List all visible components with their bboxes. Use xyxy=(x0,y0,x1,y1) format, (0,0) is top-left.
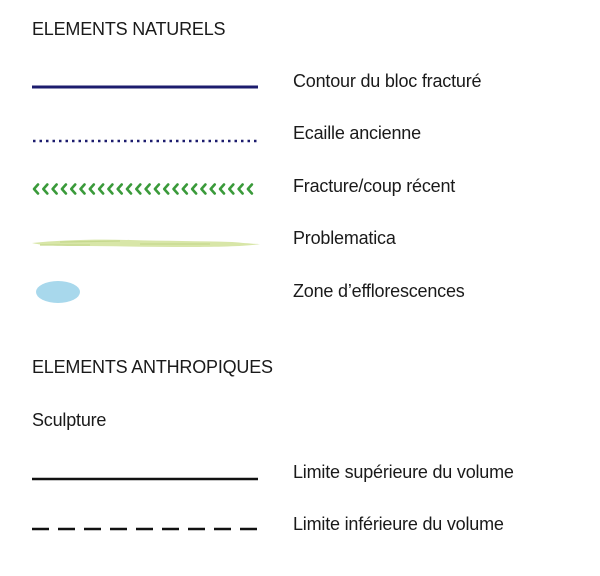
chevron-mark xyxy=(164,185,168,194)
chevron-mark xyxy=(211,185,215,194)
chevron-mark xyxy=(99,185,103,194)
recent-fracture-label: Fracture/coup récent xyxy=(293,176,456,196)
recent-fracture-symbol xyxy=(34,185,252,194)
chevron-mark xyxy=(155,185,159,194)
chevron-mark xyxy=(127,185,131,194)
chevron-mark xyxy=(201,185,205,194)
chevron-mark xyxy=(81,185,85,194)
chevron-mark xyxy=(136,185,140,194)
chevron-mark xyxy=(192,185,196,194)
upper-volume-limit-label: Limite supérieure du volume xyxy=(293,462,514,482)
problematica-label: Problematica xyxy=(293,228,396,248)
chevron-mark xyxy=(71,185,75,194)
chevron-mark xyxy=(118,185,122,194)
chevron-mark xyxy=(220,185,224,194)
chevron-mark xyxy=(239,185,243,194)
efflorescence-zone-label: Zone d’efflorescences xyxy=(293,281,465,301)
chevron-mark xyxy=(183,185,187,194)
chevron-mark xyxy=(43,185,47,194)
chevron-mark xyxy=(146,185,150,194)
chevron-mark xyxy=(229,185,233,194)
fractured-block-contour-label: Contour du bloc fracturé xyxy=(293,71,482,91)
chevron-mark xyxy=(174,185,178,194)
problematica-symbol xyxy=(32,240,260,247)
chevron-mark xyxy=(53,185,57,194)
chevron-mark xyxy=(90,185,94,194)
old-flake-label: Ecaille ancienne xyxy=(293,123,421,143)
natural-elements-heading: ELEMENTS NATURELS xyxy=(32,19,226,39)
chevron-mark xyxy=(248,185,252,194)
lower-volume-limit-label: Limite inférieure du volume xyxy=(293,514,504,534)
chevron-mark xyxy=(62,185,66,194)
sculpture-subheading: Sculpture xyxy=(32,410,107,430)
chevron-mark xyxy=(34,185,38,194)
efflorescence-zone-symbol xyxy=(36,281,80,303)
chevron-mark xyxy=(108,185,112,194)
anthropic-elements-heading: ELEMENTS ANTHROPIQUES xyxy=(32,357,273,377)
